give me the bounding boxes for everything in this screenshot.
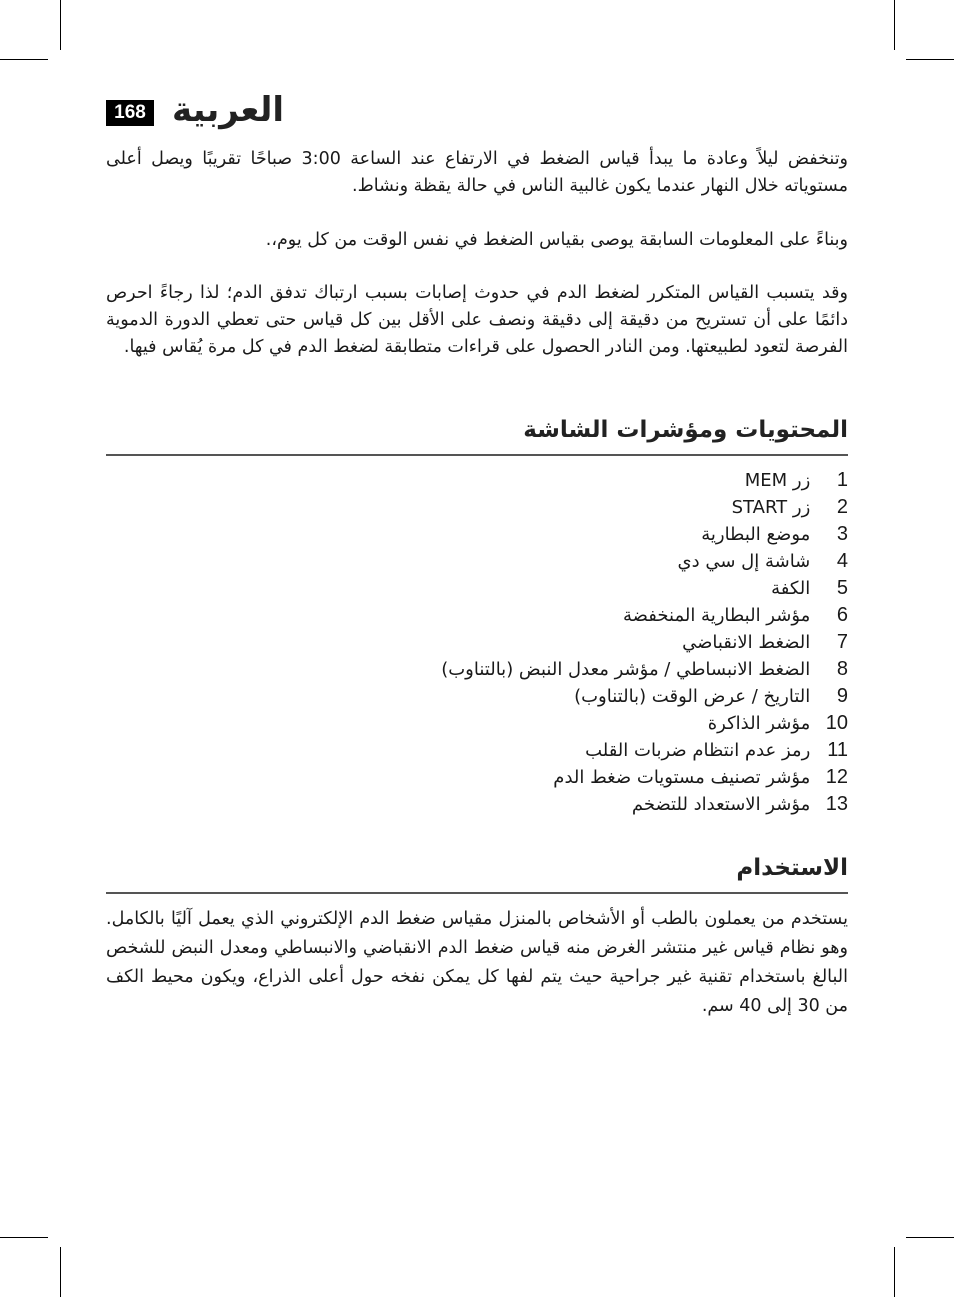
paragraph-text: يستخدم من يعملون بالطب أو الأشخاص بالمنزل مقياس ضغط الدم الإلكتروني الذي يعمل آليًا بالكامل. وهو نظام قياس غير منتشر الغرض منه قياس ضغط الدم الانقباضي والانبساطي ومعدل النبض للشخص البالغ باستخدام تقنية غير جراحية حيث يتم لفها كل يمكن نفخه حول أعلى الذراع، ويكون محيط الكف من 30 إلى 40 سم. (106, 909, 848, 1016)
paragraph-pressure-cycle (106, 146, 848, 200)
page-number: 168 (106, 100, 154, 126)
list-item-label: زر MEM (744, 470, 811, 491)
list-item-number: 2 (836, 496, 848, 518)
list-item (106, 602, 848, 629)
list-item (106, 791, 848, 818)
list-item (106, 656, 848, 683)
paragraph-text: وتنخفض ليلاً وعادة ما يبدأ قياس الضغط في الارتفاع عند الساعة 3:00 صباحًا تقريبًا ويصل أعلى مستوياته خلال النهار عندما يكون غالبية الناس في حالة يقظة ونشاط. (106, 149, 849, 196)
list-item-label: مؤشر تصنيف مستويات ضغط الدم (553, 767, 811, 788)
section-heading-usage: الاستخدام (736, 855, 848, 881)
list-item (106, 737, 848, 764)
crop-mark (0, 59, 48, 60)
list-item-label: الكفة (771, 578, 811, 599)
section-divider (106, 892, 848, 894)
crop-mark (906, 1237, 954, 1238)
list-item-number: 9 (836, 685, 848, 707)
list-item-number: 7 (836, 631, 848, 653)
list-item-number: 3 (836, 523, 848, 545)
section-divider (106, 454, 848, 456)
crop-mark (894, 0, 895, 50)
list-item-label: مؤشر البطارية المنخفضة (623, 605, 811, 626)
crop-mark (60, 0, 61, 50)
paragraph-usage (106, 905, 848, 1021)
parts-list (106, 467, 848, 818)
crop-mark (60, 1247, 61, 1297)
list-item-number: 13 (825, 793, 848, 815)
section-heading-display: المحتويات ومؤشرات الشاشة (523, 417, 848, 443)
list-item-number: 8 (836, 658, 848, 680)
language-title: العربية (172, 90, 285, 130)
list-item (106, 764, 848, 791)
list-item-label: موضع البطارية (701, 524, 811, 545)
crop-mark (906, 59, 954, 60)
paragraph-text: وقد يتسبب القياس المتكرر لضغط الدم في حدوث إصابات بسبب ارتباك تدفق الدم؛ لذا رجاءً احرص دائمًا على أن تستريح من دقيقة إلى دقيقة ونصف على الأقل بين كل قياس حتى تعطي الدورة الدموية الفرصة لتعود لطبيعتها. ومن النادر الحصول على قراءات متطابقة لضغط الدم في كل مرة يُقاس فيها. (106, 283, 848, 357)
paragraph-recommendation (106, 227, 848, 254)
list-item-label: الضغط الانبساطي / مؤشر معدل النبض (بالتناوب) (441, 659, 811, 680)
crop-mark (894, 1247, 895, 1297)
list-item-label: شاشة إل سي دي (677, 551, 811, 572)
paragraph-text: وبناءً على المعلومات السابقة يوصى بقياس الضغط في نفس الوقت من كل يوم،. (265, 230, 848, 250)
list-item-number: 1 (836, 469, 848, 491)
list-item-number: 10 (825, 712, 848, 734)
list-item-number: 4 (836, 550, 848, 572)
crop-mark (0, 1237, 48, 1238)
list-item (106, 467, 848, 494)
paragraph-repeat-measurement (106, 280, 848, 361)
list-item-label: رمز عدم انتظام ضربات القلب (585, 740, 811, 761)
list-item (106, 494, 848, 521)
list-item (106, 548, 848, 575)
list-item-number: 5 (836, 577, 848, 599)
list-item-label: الضغط الانقباضي (682, 632, 811, 653)
list-item-label: مؤشر الذاكرة (707, 713, 811, 734)
list-item (106, 629, 848, 656)
list-item-label: التاريخ / عرض الوقت (بالتناوب) (574, 686, 811, 707)
list-item-number: 12 (825, 766, 848, 788)
list-item-label: زر START (731, 497, 811, 518)
list-item (106, 683, 848, 710)
list-item-label: مؤشر الاستعداد للتضخم (631, 794, 811, 815)
list-item-number: 6 (836, 604, 848, 626)
list-item (106, 521, 848, 548)
list-item-number: 11 (827, 739, 848, 761)
list-item (106, 710, 848, 737)
list-item (106, 575, 848, 602)
